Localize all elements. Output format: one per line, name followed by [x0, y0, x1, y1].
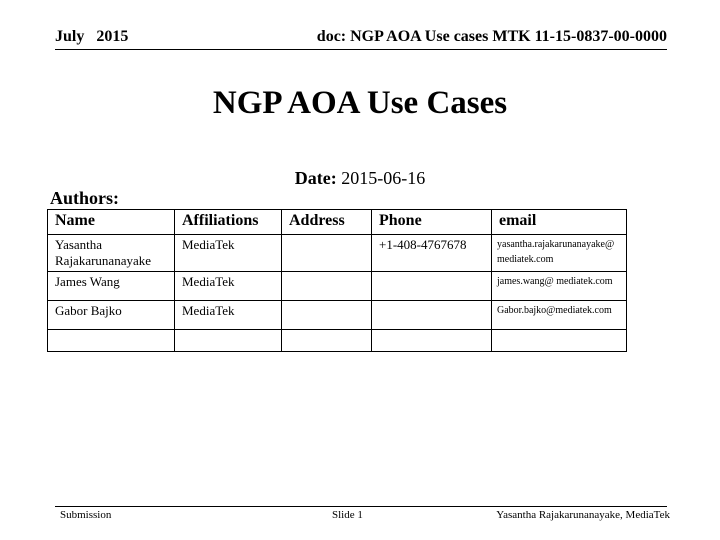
footer-submission: Submission — [60, 509, 112, 521]
cell-email: james.wang@ mediatek.com — [492, 272, 627, 301]
slide-title: NGP AOA Use Cases — [212, 85, 508, 121]
table-row — [48, 301, 627, 330]
footer-slide-number: Slide 1 — [332, 509, 363, 521]
footer-author: Yasantha Rajakarunanayake, MediaTek — [496, 509, 670, 521]
cell-name: James Wang — [48, 272, 175, 301]
cell-name — [48, 330, 175, 352]
column-header-affiliations: Affiliations — [175, 210, 282, 235]
date-line — [0, 168, 720, 189]
cell-affiliation: MediaTek — [175, 272, 282, 301]
cell-affiliation: MediaTek — [175, 301, 282, 330]
cell-affiliation — [175, 330, 282, 352]
date-label: Date: — [294, 168, 337, 188]
column-header-email: email — [492, 210, 627, 235]
cell-phone: +1-408-4767678 — [372, 235, 492, 272]
cell-name: Yasantha Rajakarunanayake — [48, 235, 175, 272]
table-row — [48, 330, 627, 352]
cell-address — [282, 235, 372, 272]
cell-address — [282, 301, 372, 330]
cell-phone — [372, 301, 492, 330]
cell-phone — [372, 272, 492, 301]
table-header-row — [48, 210, 627, 235]
column-header-name: Name — [48, 210, 175, 235]
cell-email: Gabor.bajko@mediatek.com — [492, 301, 627, 330]
header-rule — [55, 49, 667, 50]
header-date: July 2015 — [55, 28, 129, 45]
cell-email: yasantha.rajakarunanayake@mediatek.com — [492, 235, 627, 272]
date-value: 2015-06-16 — [341, 168, 426, 188]
cell-affiliation: MediaTek — [175, 235, 282, 272]
cell-address — [282, 272, 372, 301]
footer-rule — [55, 506, 667, 507]
column-header-phone: Phone — [372, 210, 492, 235]
cell-phone — [372, 330, 492, 352]
authors-label: Authors: — [50, 188, 120, 208]
authors-table — [47, 209, 627, 352]
table-row — [48, 272, 627, 301]
cell-name: Gabor Bajko — [48, 301, 175, 330]
slide-header — [55, 28, 667, 50]
header-doc-id: doc: NGP AOA Use cases MTK 11-15-0837-00-0000 — [316, 28, 667, 45]
cell-email — [492, 330, 627, 352]
table-row — [48, 235, 627, 272]
cell-address — [282, 330, 372, 352]
column-header-address: Address — [282, 210, 372, 235]
